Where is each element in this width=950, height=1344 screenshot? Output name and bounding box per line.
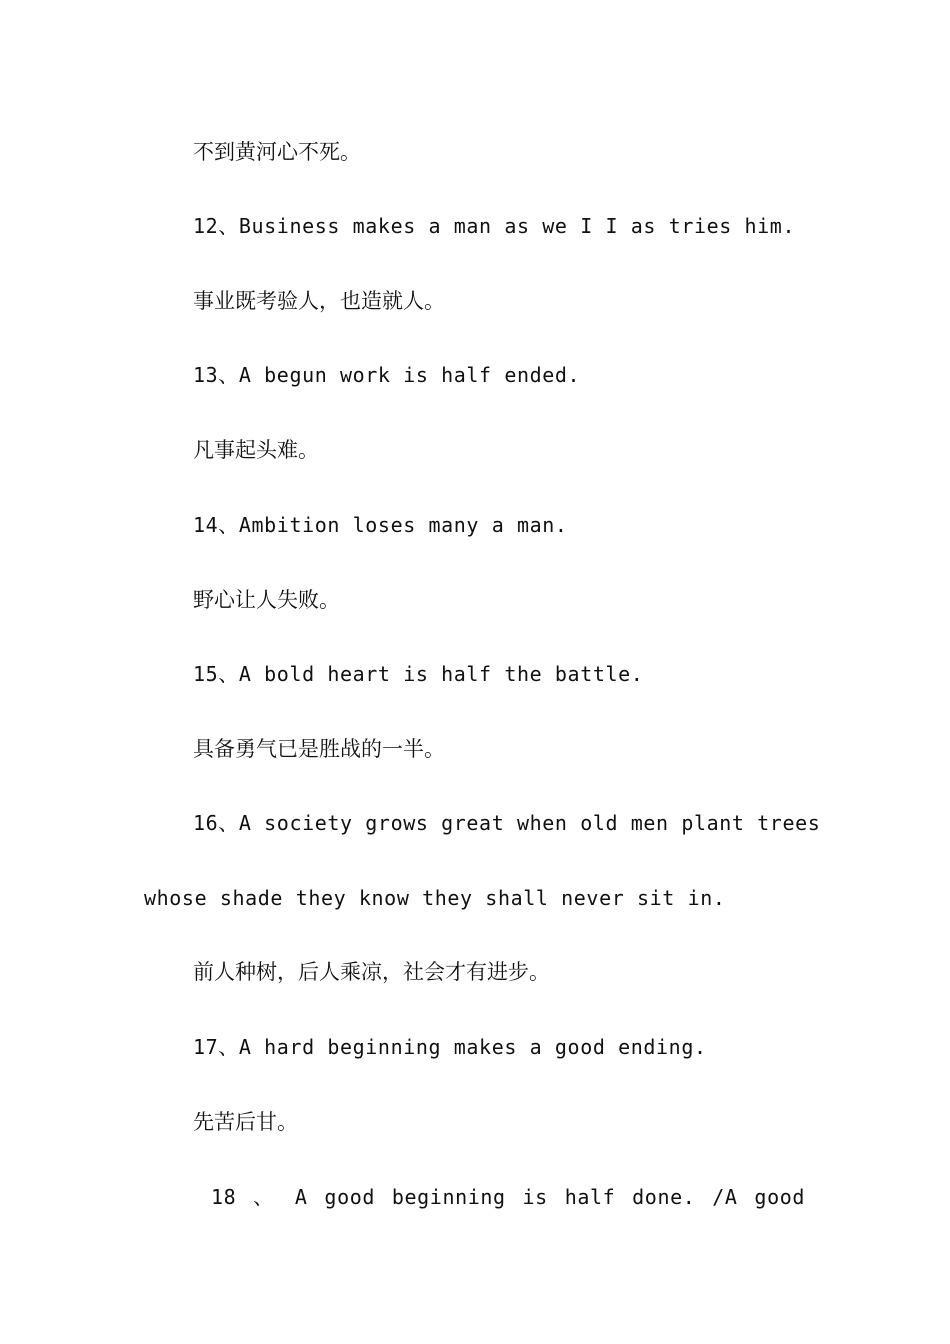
text-line: 先苦后甘。 — [193, 1110, 298, 1134]
text-line: 15、A bold heart is half the battle. — [193, 662, 644, 686]
text-line: 14、Ambition loses many a man. — [193, 513, 568, 537]
text-line: 16、A society grows great when old men plant trees — [193, 811, 821, 835]
text-line: 13、A begun work is half ended. — [193, 363, 581, 387]
text-line: 凡事起头难。 — [193, 438, 319, 462]
text-line: 具备勇气已是胜战的一半。 — [193, 737, 445, 761]
text-line: 不到黄河心不死。 — [193, 140, 361, 164]
text-line: 野心让人失败。 — [193, 588, 340, 612]
text-line: 17、A hard beginning makes a good ending. — [193, 1035, 707, 1059]
text-line: 12、Business makes a man as we I I as tries him. — [193, 214, 796, 238]
text-line: 事业既考验人，也造就人。 — [193, 289, 445, 313]
text-line: whose shade they know they shall never sit in. — [144, 886, 726, 910]
text-line: 前人种树，后人乘凉，社会才有进步。 — [193, 960, 550, 984]
text-line: 18 、 A good beginning is half done. /A good — [211, 1185, 805, 1209]
